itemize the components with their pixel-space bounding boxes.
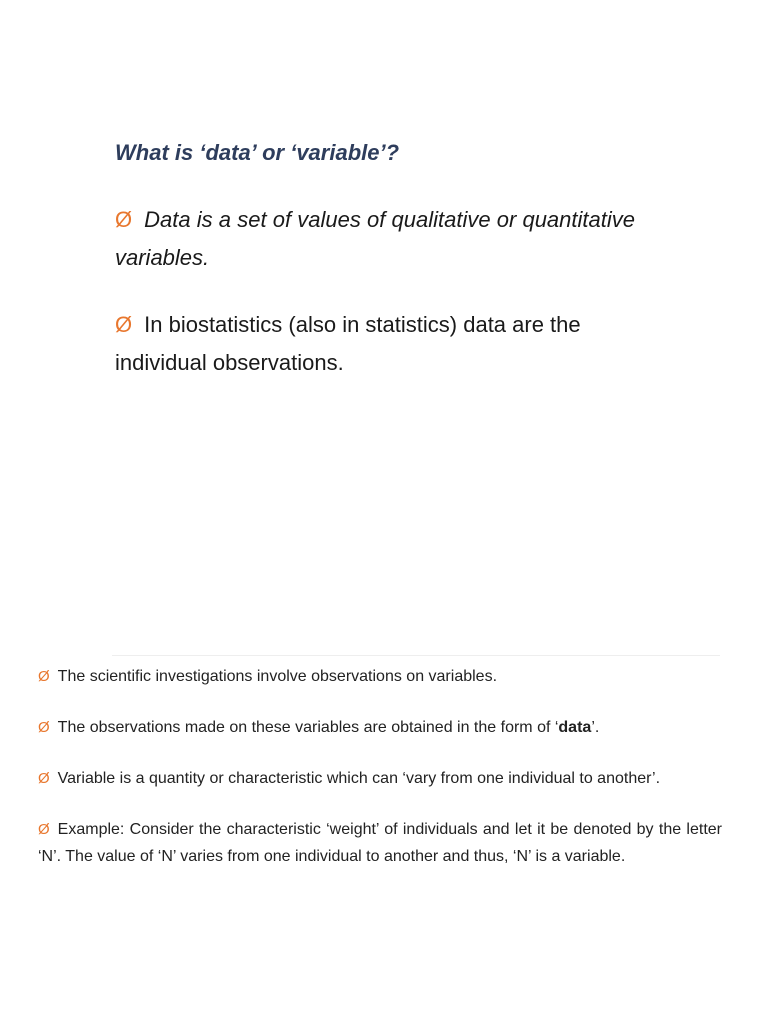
slide-divider [112, 655, 720, 656]
slide-2-bullet-1-text: The scientific investigations involve observations on variables. [57, 668, 498, 685]
slide-1-bullet-1-text: Data is a set of values of qualitative or quantitative variables. [115, 207, 635, 270]
bold-term-data: data [558, 719, 592, 736]
bullet-arrow-icon: Ø [38, 821, 50, 838]
slide-2-bullet-2 [38, 714, 722, 741]
slide-1-bullet-2 [115, 306, 635, 382]
slide-1-bullet-2-text: In biostatistics (also in statistics) data are the individual observations. [115, 312, 581, 375]
slide-1-bullet-1 [115, 201, 635, 277]
slide-2-bullet-2-text: The observations made on these variables are obtained in the form of ‘ [57, 719, 559, 736]
slide-2-bullet-3-text: Variable is a quantity or characteristic which can ‘vary from one individual to another’. [57, 770, 661, 787]
slide-2-bullet-4-text: Example: Consider the characteristic ‘weight’ of individuals and let it be denoted by the letter ‘N’. The value of ‘N’ varies from one individual to another and thus, ‘N’ is a variable. [38, 821, 722, 865]
slide-2-bullet-3 [38, 765, 722, 792]
bullet-arrow-icon: Ø [38, 719, 50, 736]
bullet-arrow-icon: Ø [115, 207, 133, 232]
slide-1-title: What is ‘data’ or ‘variable’? [115, 140, 400, 165]
slide-1 [115, 138, 635, 411]
slide-2-bullet-4 [38, 816, 722, 870]
bullet-arrow-icon: Ø [38, 668, 50, 685]
slide-2-bullet-1 [38, 663, 722, 690]
slide-2 [38, 663, 722, 894]
bullet-arrow-icon: Ø [115, 312, 133, 337]
slide-2-bullet-2-suffix: ’. [591, 719, 600, 736]
bullet-arrow-icon: Ø [38, 770, 50, 787]
